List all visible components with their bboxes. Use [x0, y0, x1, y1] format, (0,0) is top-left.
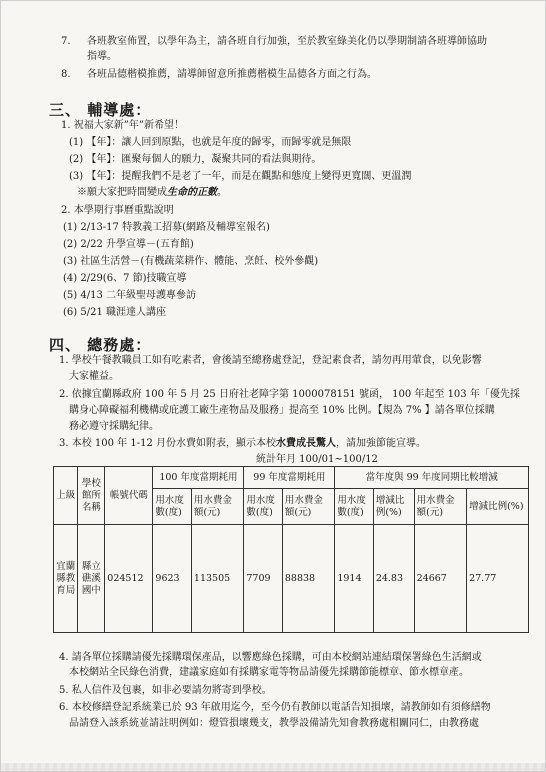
- sec3-wish-emphasis: 生命的正數: [167, 187, 217, 198]
- cell-fee-diff: 24667: [414, 525, 466, 633]
- sec3-point-1: 1. 祝福大家新”年”新希望！: [61, 120, 184, 131]
- cell-school: 縣立礁溪國中: [78, 525, 105, 633]
- header-use-99: 用水度數(度): [244, 489, 282, 525]
- item-7-line1: 各班教室佈置，以學年為主，請各班自行加強，至於教室綠美化仍以學期制請各班導師協助: [87, 36, 487, 47]
- sec3-year-3: (3) 【年】：提醒我們不是老了一年，而是在觀點和態度上變得更寬闊、更溫潤: [69, 171, 412, 182]
- cell-use-99: 7709: [244, 525, 282, 633]
- header-fee-rate: 增減比例(%): [467, 489, 529, 525]
- sec3-schedule-5: (5) 4/13 二年級聖母護專參訪: [63, 290, 196, 301]
- header-level: 上級: [54, 467, 78, 525]
- sec4-item-2-line3: 務必遵守採購紀律。: [69, 421, 159, 432]
- header-fee-99: 用水費金額(元): [282, 489, 334, 525]
- sec3-schedule-3: (3) 社區生活營－(有機蔬菜耕作、體能、烹飪、校外參觀): [63, 256, 319, 267]
- cell-use-100: 9623: [153, 525, 191, 633]
- water-usage-table: [53, 466, 529, 633]
- header-code: 帳號代碼: [105, 467, 153, 525]
- cell-level: 宜蘭縣教育局: [54, 525, 78, 633]
- header-rate: 增減比例(%): [373, 489, 414, 525]
- section-3-heading: 三、 輔導處：: [49, 101, 152, 119]
- sec4-item-3-emphasis: 水費成長驚人: [276, 438, 336, 449]
- header-group-100: 100 年度當期耗用: [153, 467, 244, 489]
- scan-bottom-edge: [1, 763, 545, 771]
- sec4-item-2-line1: 2. 依據宜蘭縣政府 100 年 5 月 25 日府社老障字第 1000078151 號函， 100 年起至 103 年「優先採: [59, 389, 520, 400]
- sec4-item-1-line2: 大家權益。: [69, 371, 119, 382]
- cell-fee-100: 113505: [191, 525, 243, 633]
- sec4-item-6-line2: 品請登入該系統並請註明例如：燈管損壞幾支，教學設備請先知會教務處相關同仁，由教務處: [69, 718, 479, 729]
- sec4-item-3: 3. 本校 100 年 1-12 月份水費如附表，顯示本校水費成長驚人，請加強節能宣導。: [59, 438, 426, 449]
- table-row: [54, 525, 529, 633]
- cell-rate: 24.83: [373, 525, 414, 633]
- cell-use-diff: 1914: [335, 525, 373, 633]
- header-fee-100: 用水費金額(元): [191, 489, 243, 525]
- sec3-year-1: (1) 【年】：讓人回到原點，也就是年度的歸零，而歸零就是無限: [69, 137, 352, 148]
- sec3-point-2: 2. 本學期行事曆重點說明: [61, 205, 174, 216]
- header-use-diff: 用水度數(度): [335, 489, 373, 525]
- sec4-item-5: 5. 私人信件及包裹，如非必要請勿將寄到學校。: [59, 685, 272, 696]
- header-fee-diff: 用水費金額(元): [414, 489, 466, 525]
- header-group-compare: 當年度與 99 年度同期比較增減: [335, 467, 529, 489]
- table-caption: 統計年月 100/01~100/12: [256, 454, 378, 465]
- item-8-number: 8.: [61, 69, 71, 80]
- section-4-heading: 四、 總務處：: [49, 336, 152, 354]
- sec4-item-6-line1: 6. 本校修繕登記系統業已於 93 年啟用迄今，至今仍有教師以電話告知損壞，請教師如有須修繕物: [59, 702, 491, 713]
- cell-code: 024512: [105, 525, 153, 633]
- sec4-item-4-line2: 本校網站全民綠色消費，建議家庭如有採購家電等物品請優先採購節能標章、節水標章產。: [69, 667, 469, 678]
- sec3-wish: ※願大家把時間變成生命的正數。: [77, 187, 227, 198]
- sec4-item-4-line1: 4. 請各單位採購請優先採購環保產品，以響應綠色採購，可由本校網站連結環保署綠色生活網或: [59, 652, 482, 663]
- header-use-100: 用水度數(度): [153, 489, 191, 525]
- cell-fee-99: 88838: [282, 525, 334, 633]
- sec3-schedule-6: (6) 5/21 職涯達人講座: [63, 307, 166, 318]
- sec3-schedule-4: (4) 2/29(6、7 節)技職宣導: [63, 273, 187, 284]
- item-7-number: 7.: [61, 36, 71, 47]
- header-school: 學校館所名稱: [78, 467, 105, 525]
- sec3-schedule-1: (1) 2/13-17 特教義工招募(網路及輔導室報名): [63, 222, 270, 233]
- item-7-line2: 指導。: [87, 51, 117, 62]
- item-8-line1: 各班品德楷模推薦，請導師留意所推薦楷模生品德各方面之行為。: [87, 69, 377, 80]
- sec3-schedule-2: (2) 2/22 升學宣導－(五育館): [63, 239, 194, 250]
- sec4-item-2-line2: 購身心障礙福利機構或庇護工廠生產物品及服務」提高至 10% 比例。【規為 7% 】請各單位採購: [69, 405, 495, 416]
- cell-fee-rate: 27.77: [467, 525, 529, 633]
- sec4-item-1-line1: 1. 學校午餐教職員工如有吃素者，會後請至總務處登記，登記素食者，請勿再用葷食，以免影響: [59, 355, 482, 366]
- sec3-year-2: (2) 【年】：匯聚每個人的願力，凝聚共同的看法與期待。: [69, 154, 322, 165]
- header-group-99: 99 年度當期耗用: [244, 467, 335, 489]
